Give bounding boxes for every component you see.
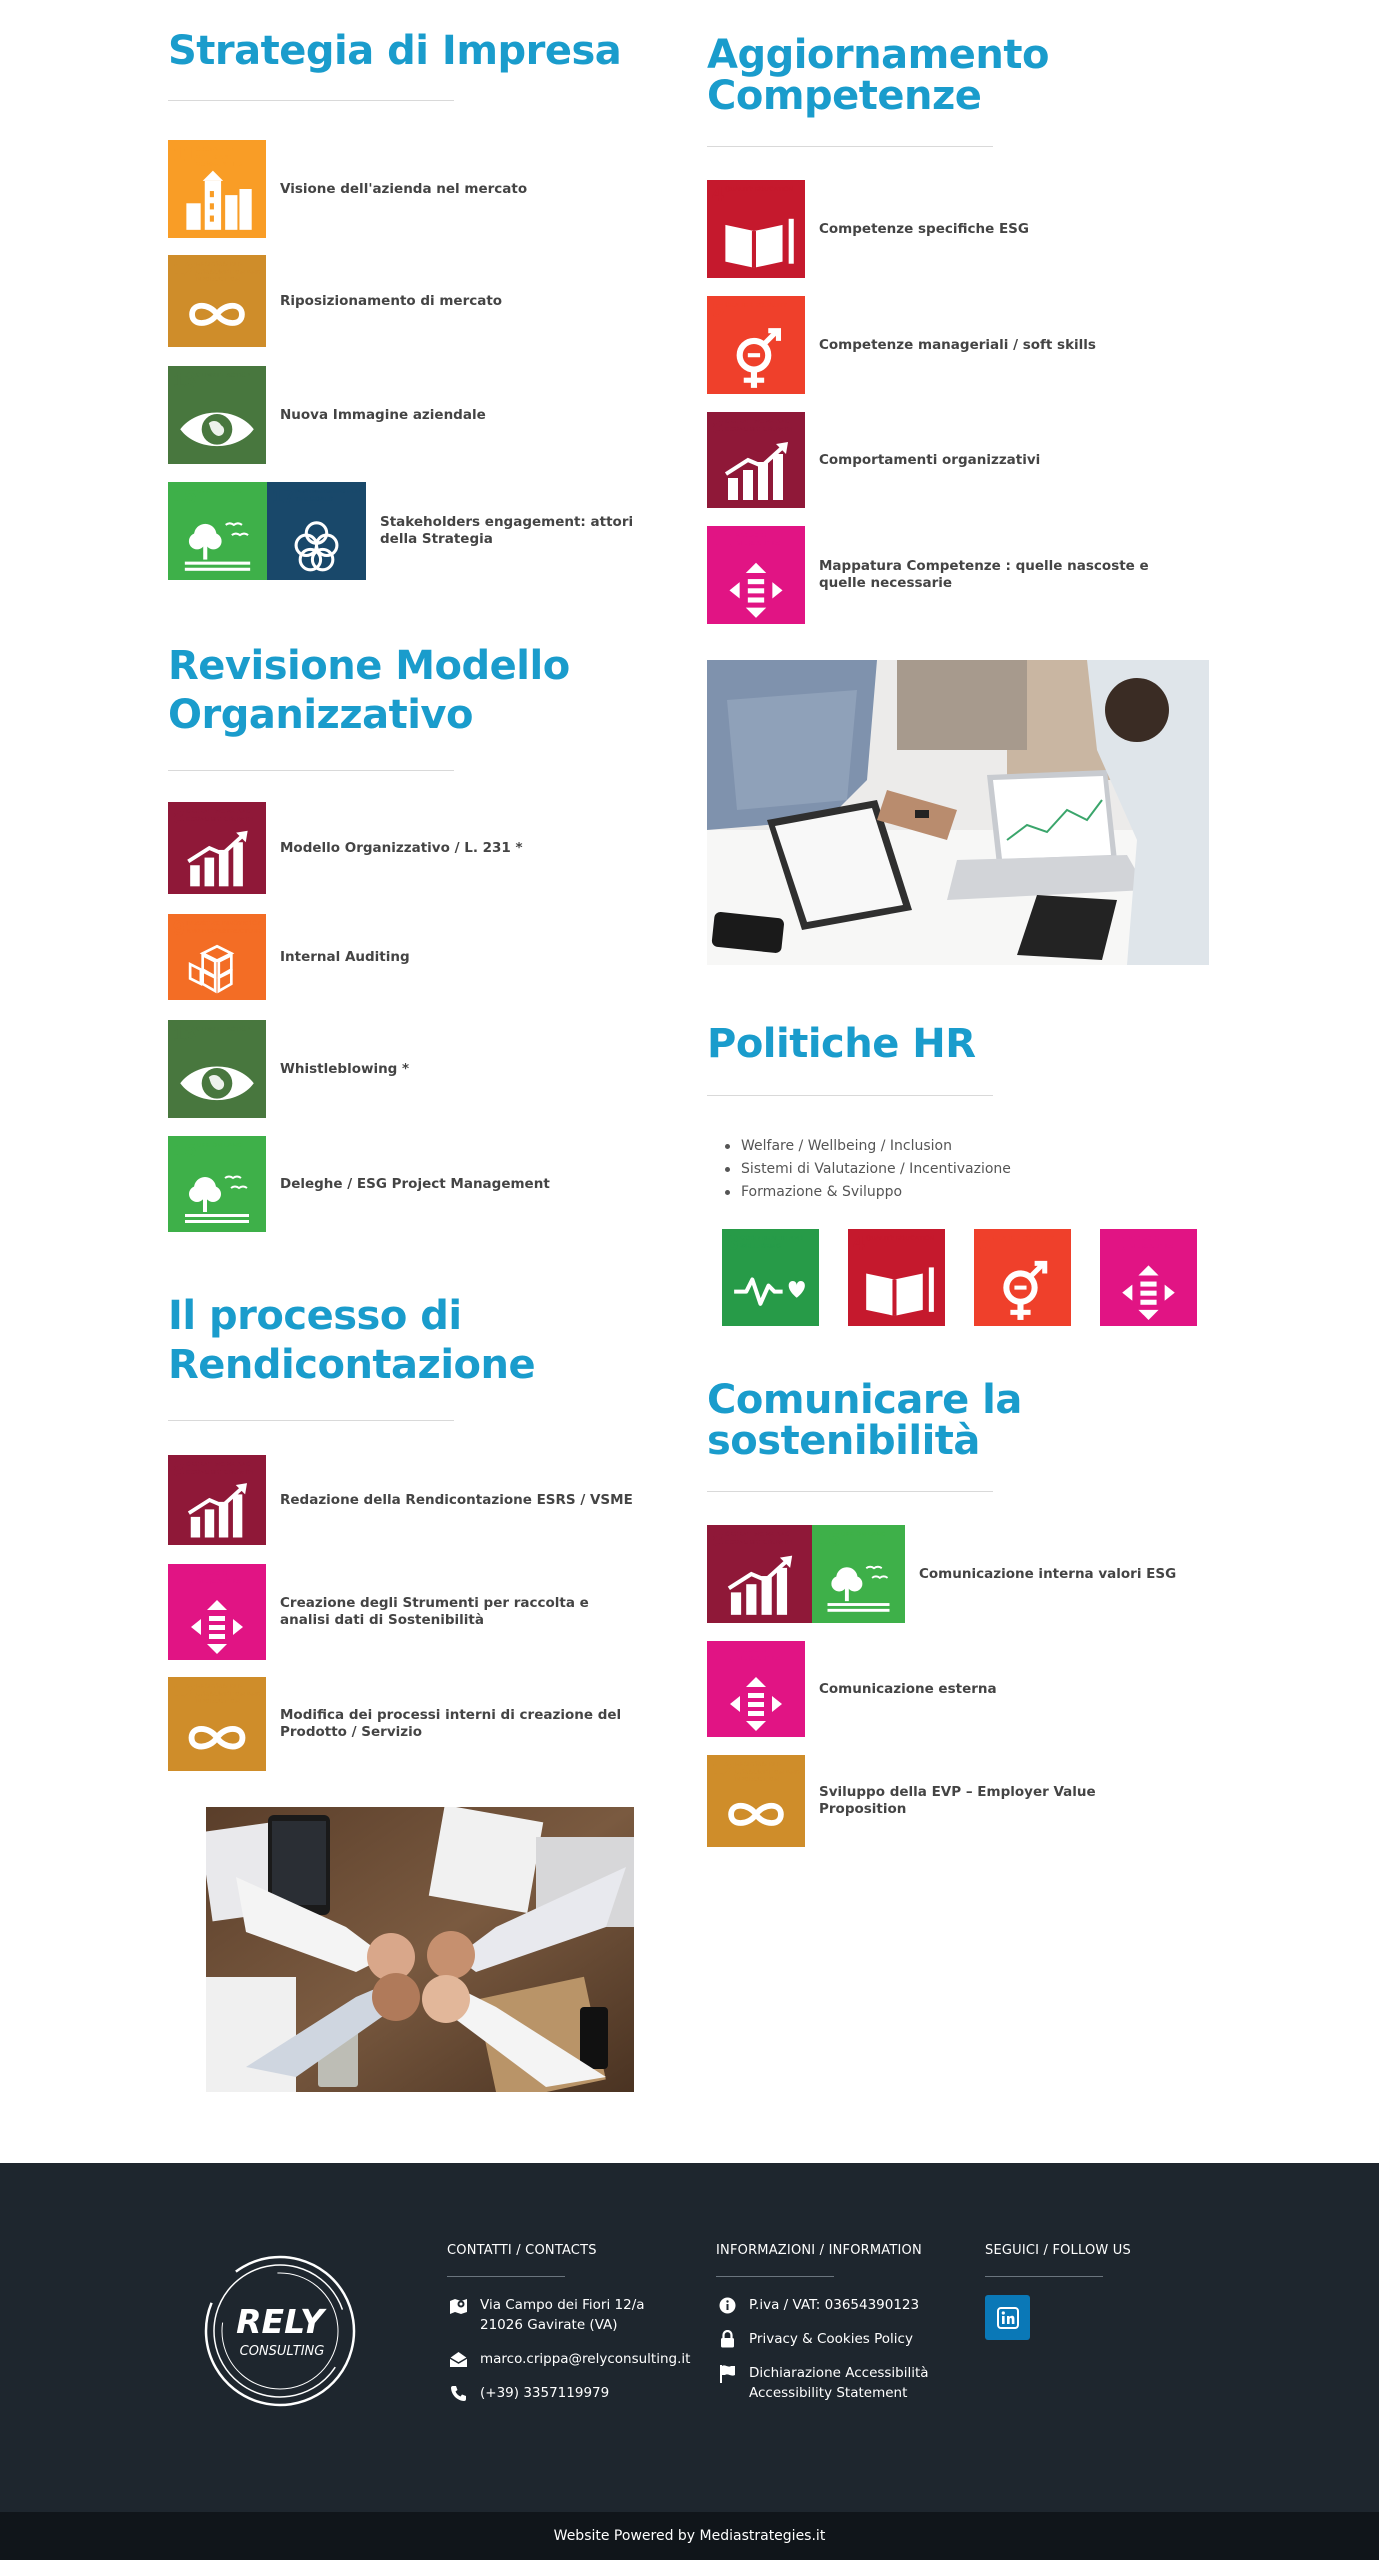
sdg-glyph: [707, 412, 805, 508]
list-item: [707, 1525, 1176, 1623]
section-title: [707, 32, 1267, 119]
sdg-10-icon: [707, 526, 805, 624]
map-icon: [447, 2295, 469, 2315]
item-label: Internal Auditing: [280, 948, 410, 965]
sdg-caption: REDUCED INEQUALITIES: [1128, 1235, 1174, 1250]
section-title: [168, 642, 728, 740]
sdg-caption: GENDER EQUALITY: [725, 302, 788, 309]
list-item: Sistemi di Valutazione / Incentivazione: [720, 1158, 1011, 1181]
sdg-glyph: [168, 1455, 266, 1545]
sdg-glyph: [168, 366, 266, 464]
sdg-glyph: [707, 296, 805, 394]
sdg-15-icon: [812, 1525, 905, 1623]
business-meeting-image: [707, 660, 1209, 965]
title-line-2: Competenze: [707, 73, 982, 119]
sdg-8-icon: [707, 412, 805, 508]
phone-icon: [447, 2383, 469, 2403]
sdg-number: 17: [272, 485, 296, 508]
linkedin-button[interactable]: [985, 2295, 1030, 2340]
sdg-glyph: [168, 1020, 266, 1118]
sdg-12-icon: [168, 1677, 266, 1771]
sdg-5-icon: [707, 296, 805, 394]
section-aggiornamento: [707, 32, 1267, 147]
item-label: Nuova Immagine aziendale: [280, 406, 486, 423]
sdg-12-icon: [168, 255, 266, 347]
sdg-caption: LIFE ON LAND: [840, 1531, 886, 1538]
sdg-caption: CLIMATE ACTION: [196, 1026, 251, 1033]
sdg-glyph: [168, 1677, 266, 1771]
divider: [447, 2276, 565, 2277]
section-title: Strategia di Impresa: [168, 28, 622, 74]
sdg-4-icon: [707, 180, 805, 278]
phone-row[interactable]: [447, 2383, 690, 2403]
title-line-2: sostenibilità: [707, 1418, 980, 1464]
sdg-number: 12: [173, 258, 197, 281]
sdg-caption: RESPONSIBLE CONSUMPTION AND PRODUCTION: [196, 261, 261, 283]
list-item: [707, 412, 1040, 508]
divider: [168, 770, 454, 771]
list-item: Formazione & Sviluppo: [720, 1181, 1011, 1204]
footer-heading: INFORMAZIONI / INFORMATION: [716, 2243, 922, 2258]
sdg-caption: GOOD HEALTH AND WELL-BEING: [740, 1235, 804, 1250]
sdg-number: 10: [1105, 1232, 1129, 1255]
sdg-glyph: [267, 482, 366, 580]
sdg-4-icon: [848, 1229, 945, 1326]
sdg-caption: INDUSTRY, INNOVATION AND INFRASTRUCTURE: [186, 920, 262, 935]
sdg-glyph: [707, 1755, 805, 1847]
divider: [168, 100, 454, 101]
sdg-glyph: [707, 1641, 805, 1737]
divider: [707, 146, 993, 147]
accessibility-row[interactable]: [716, 2363, 929, 2403]
phone-link[interactable]: (+39) 3357119979: [480, 2385, 610, 2401]
sdg-glyph: [812, 1525, 905, 1623]
sdg-9-icon: [168, 914, 266, 1000]
item-label: Mappatura Competenze : quelle nascoste e quelle necessarie: [819, 558, 1149, 591]
sdg-13-icon: [168, 1020, 266, 1118]
sdg-5-icon: [974, 1229, 1071, 1326]
item-label: Sviluppo della EVP – Employer Value Proposition: [819, 1784, 1096, 1817]
item-label: Comunicazione esterna: [819, 1680, 997, 1697]
list-item: [707, 180, 1029, 278]
section-title: [168, 1292, 728, 1390]
section-comunicare: [707, 1377, 1267, 1492]
sdg-caption: PARTNERSHIPS FOR THE GOALS: [295, 488, 361, 503]
sdg-12-icon: [707, 1755, 805, 1847]
divider: [716, 2276, 834, 2277]
item-label: Whistleblowing *: [280, 1060, 410, 1077]
sdg-10-icon: [707, 1641, 805, 1737]
list-item: [168, 255, 502, 347]
title-line-2: Organizzativo: [168, 692, 473, 738]
title-line-1: Il processo di: [168, 1293, 462, 1339]
sdg-glyph: [168, 914, 266, 1000]
footer-follow: [985, 2243, 1131, 2340]
privacy-link[interactable]: Privacy & Cookies Policy: [749, 2331, 913, 2347]
sdg-number: 8: [712, 1528, 724, 1551]
section-title: Politiche HR: [707, 1021, 976, 1067]
sdg-number: 8: [712, 415, 724, 438]
sdg-15-icon: [168, 1136, 266, 1232]
section-strategia: [168, 30, 728, 101]
list-item: [707, 1755, 1179, 1847]
sdg-caption: DECENT WORK AND ECONOMIC GROWTH: [725, 1531, 793, 1546]
email-row[interactable]: [447, 2349, 690, 2369]
divider: [707, 1095, 993, 1096]
sdg-glyph: [1100, 1229, 1197, 1326]
sdg-glyph: [722, 1229, 819, 1326]
sdg-number: 13: [173, 1023, 197, 1046]
sdg-caption: LIFE ON LAND: [196, 488, 242, 495]
list-item: [168, 1455, 633, 1545]
list-item: [168, 802, 523, 894]
sdg-number: 13: [173, 369, 197, 392]
footer-information: [716, 2243, 929, 2417]
sdg-13-icon: [168, 366, 266, 464]
sdg-3-icon: [722, 1229, 819, 1326]
rely-consulting-logo[interactable]: [200, 2251, 360, 2411]
sdg-caption: REDUCED INEQUALITIES: [735, 532, 781, 547]
powered-by-link[interactable]: Website Powered by Mediastrategies.it: [553, 2528, 826, 2544]
item-label: Redazione della Rendicontazione ESRS / VSME: [280, 1491, 633, 1508]
footer-credits: [0, 2512, 1379, 2560]
sdg-glyph: [707, 180, 805, 278]
sdg-10-icon: [1100, 1229, 1197, 1326]
item-label: Competenze specifiche ESG: [819, 220, 1029, 237]
sdg-number: 5: [712, 299, 724, 322]
sdg-glyph: [707, 1525, 812, 1623]
sdg-8-icon: [168, 1455, 266, 1545]
sdg-number: 12: [173, 1680, 197, 1703]
list-item: [707, 296, 1096, 394]
envelope-icon: [447, 2349, 469, 2369]
sdg-glyph: [848, 1229, 945, 1326]
item-label: Modello Organizzativo / L. 231 *: [280, 839, 523, 856]
email-link[interactable]: marco.crippa@relyconsulting.it: [480, 2351, 691, 2367]
item-label: Visione dell'azienda nel mercato: [280, 180, 528, 197]
item-label: Deleghe / ESG Project Management: [280, 1175, 550, 1192]
sdg-caption: GENDER EQUALITY: [992, 1235, 1055, 1242]
title-line-1: Aggiornamento: [707, 32, 1049, 78]
sdg-number: 4: [853, 1232, 865, 1255]
section-politiche: [707, 1023, 1267, 1096]
sdg-number: 11: [173, 143, 196, 166]
title-line-1: Comunicare la: [707, 1377, 1022, 1423]
sdg-caption: SUSTAINABLE CITIES AND COMMUNITIES: [196, 146, 243, 168]
footer-heading: CONTATTI / CONTACTS: [447, 2243, 597, 2258]
sdg-caption: RESPONSIBLE CONSUMPTION AND PRODUCTION: [196, 1683, 261, 1705]
divider: [707, 1491, 993, 1492]
sdg-number: 10: [712, 529, 736, 552]
list-item: [168, 1020, 409, 1118]
list-item: [168, 914, 410, 1000]
meeting-photo: [707, 660, 1209, 965]
list-item: [168, 140, 527, 238]
section-title: [707, 1377, 1267, 1464]
sdg-11-icon: [168, 140, 266, 238]
list-item: [707, 1641, 997, 1737]
sdg-number: 10: [712, 1644, 736, 1667]
sdg-glyph: [168, 140, 266, 238]
sdg-number: 12: [712, 1758, 736, 1781]
sdg-glyph: [168, 1136, 266, 1232]
team-photo: [206, 1807, 634, 2092]
logo-text-consulting: CONSULTING: [239, 2344, 325, 2359]
sdg-caption: REDUCED INEQUALITIES: [196, 1570, 242, 1585]
divider: [168, 1420, 454, 1421]
linkedin-icon: [997, 2307, 1019, 2329]
footer-heading: SEGUICI / FOLLOW US: [985, 2243, 1131, 2258]
sdg-caption: LIFE ON LAND: [196, 1142, 242, 1149]
sdg-glyph: [168, 1564, 266, 1660]
sdg-glyph: [168, 255, 266, 347]
sdg-glyph: [707, 526, 805, 624]
site-footer: [0, 2163, 1379, 2512]
logo-text-rely: RELY: [236, 2302, 324, 2341]
footer-contacts: [447, 2243, 690, 2417]
sdg-number: 9: [173, 917, 185, 940]
sdg-8-icon: [707, 1525, 812, 1623]
list-item: [707, 526, 1149, 624]
sdg-caption: DECENT WORK AND ECONOMIC GROWTH: [186, 808, 254, 823]
address-row: [447, 2295, 690, 2335]
sdg-number: 15: [173, 1139, 197, 1162]
sdg-number: 3: [727, 1232, 739, 1255]
sdg-number: 8: [173, 1458, 185, 1481]
list-item: [168, 482, 650, 580]
sdg-15-icon: [168, 482, 267, 580]
sdg-caption: RESPONSIBLE CONSUMPTION AND PRODUCTION: [735, 1761, 800, 1783]
list-item: [168, 1136, 550, 1232]
team-fists-image: [206, 1807, 634, 2092]
sdg-17-icon: [267, 482, 366, 580]
title-line-2: Rendicontazione: [168, 1342, 536, 1388]
vat-text: P.iva / VAT: 03654390123: [749, 2297, 920, 2313]
divider: [985, 2276, 1103, 2277]
sdg-number: 15: [173, 485, 197, 508]
sdg-number: 10: [173, 1567, 197, 1590]
item-label: Comportamenti organizzativi: [819, 451, 1041, 468]
item-label: Modifica dei processi interni di creazione del Prodotto / Servizio: [280, 1707, 622, 1740]
item-label: Comunicazione interna valori ESG: [919, 1565, 1177, 1582]
sdg-10-icon: [168, 1564, 266, 1660]
sdg-caption: REDUCED INEQUALITIES: [735, 1647, 781, 1662]
sdg-glyph: [168, 482, 267, 580]
list-item: [168, 1564, 640, 1660]
vat-row: [716, 2295, 929, 2315]
sdg-number: 5: [979, 1232, 991, 1255]
hr-sdg-row: [722, 1229, 1197, 1326]
sdg-number: 15: [817, 1528, 841, 1551]
item-label: Riposizionamento di mercato: [280, 292, 503, 309]
sdg-8-icon: [168, 802, 266, 894]
title-line-1: Revisione Modello: [168, 643, 570, 689]
section-processo: [168, 1292, 728, 1421]
item-label: Stakeholders engagement: attori della Strategia: [380, 514, 634, 547]
sdg-number: 4: [712, 183, 724, 206]
item-label: Creazione degli Strumenti per raccolta e analisi dati di Sostenibilità: [280, 1595, 589, 1628]
sdg-glyph: [974, 1229, 1071, 1326]
sdg-caption: DECENT WORK AND ECONOMIC GROWTH: [186, 1461, 254, 1476]
address-text: Via Campo dei Fiori 12/a 21026 Gavirate (VA): [480, 2297, 645, 2333]
flag-icon: [716, 2363, 738, 2383]
list-item: [168, 366, 486, 464]
hr-bullet-list: [720, 1135, 1011, 1204]
section-revisione: [168, 642, 728, 771]
sdg-caption: DECENT WORK AND ECONOMIC GROWTH: [725, 418, 793, 433]
sdg-caption: CLIMATE ACTION: [196, 372, 251, 379]
privacy-row[interactable]: [716, 2329, 929, 2349]
lock-icon: [716, 2329, 738, 2349]
sdg-caption: QUALITY EDUCATION: [866, 1235, 935, 1242]
sdg-glyph: [168, 802, 266, 894]
accessibility-link[interactable]: Dichiarazione Accessibilità Accessibility Statement: [749, 2365, 929, 2401]
item-label: Competenze manageriali / soft skills: [819, 336, 1096, 353]
info-icon: [716, 2295, 738, 2315]
sdg-caption: QUALITY EDUCATION: [725, 186, 794, 193]
list-item: Welfare / Wellbeing / Inclusion: [720, 1135, 1011, 1158]
list-item: [168, 1677, 640, 1771]
sdg-number: 8: [173, 805, 185, 828]
